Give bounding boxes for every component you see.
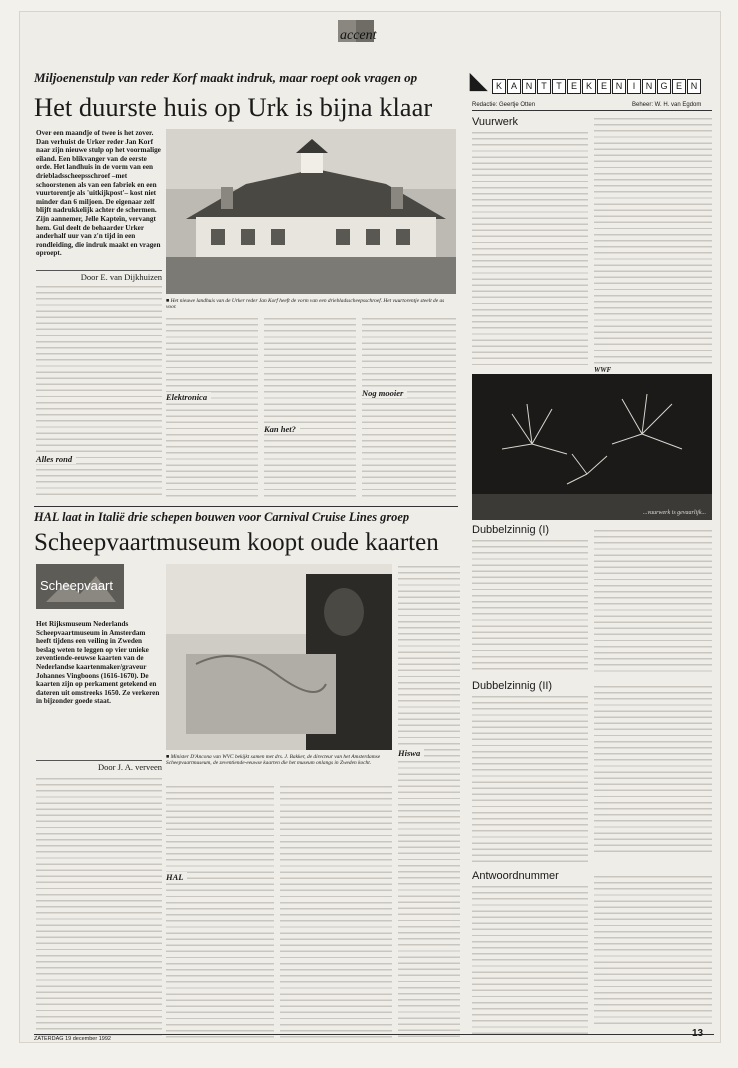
kanttekeningen-title-letter: T [537,79,551,94]
scheepvaart-label-photo [36,564,124,609]
vuurwerk-col2 [594,116,712,366]
vuurwerk-photo [472,374,712,520]
section-title-dubbelzinnig-2: Dubbelzinnig (II) [472,680,553,692]
section-title-dubbelzinnig-1: Dubbelzinnig (I) [472,524,550,536]
subhead-nog-mooier: Nog mooier [362,388,407,398]
article2-col2 [166,784,274,1038]
footer-date: ZATERDAG 19 december 1992 [34,1036,111,1042]
subhead-alles-rond: Alles rond [36,454,76,464]
article1-byline: Door E. van Dijkhuizen [36,270,162,282]
article1-col1 [36,284,162,498]
article2-col4 [398,564,460,1038]
page-number: 13 [692,1028,704,1039]
kanttekeningen-title-letter: G [657,79,671,94]
kanttekeningen-title-letter: N [642,79,656,94]
photo-marker-icon: ■ [166,754,171,760]
kanttekeningen-title-letter: T [552,79,566,94]
footer-rule [34,1034,714,1035]
vuurwerk-col1 [472,130,588,368]
article1-caption-text: Het nieuwe landhuis van de Urker reder Jan Korf heeft de vorm van een driebladsscheepsschroef. Het vuurtorentje steelt de as voor. [166,298,445,311]
antwoordnummer-col2 [594,874,712,1024]
subhead-hal: HAL [166,872,187,882]
dubbelzinnig1-col2 [594,528,712,672]
article1-headline: Het duurste huis op Urk is bijna klaar [34,92,433,122]
kanttekeningen-title-letter: K [492,79,506,94]
kanttekeningen-rule [472,110,712,111]
kanttekeningen-redactie: Redactie: Geertje Otten [472,102,536,108]
landhuis-photo [166,129,456,294]
vuurwerk-photo-caption: ...vuurwerk is gevaarlijk... [643,510,706,516]
article1-col3 [264,316,356,498]
wwf-signature: WWF [594,366,612,374]
kanttekeningen-title [492,76,702,94]
photo-marker-icon: ■ [166,298,171,304]
section-divider [34,506,458,507]
antwoordnummer-col1 [472,884,588,1038]
kanttekeningen-title-letter: A [507,79,521,94]
accent-logo [326,18,388,48]
kanttekeningen-title-letter: N [687,79,701,94]
article2-caption-text: Minister D'Ancona van WVC bekijkt samen met drs. J. Bakker, de directeur van het Amsterdamse Scheepvaartmuseum, de zeventiende-eeuwse kaarten die het museum onlangs in Zweden kocht. [166,754,381,767]
article1-caption [166,298,456,310]
article2-byline: Door J. A. verveen [36,760,162,772]
dubbelzinnig2-col1 [472,694,588,862]
minister-photo [166,564,392,750]
article1-kicker: Miljoenenstulp van reder Korf maakt indruk, maar roept ook vragen op [34,70,418,85]
kanttekeningen-title-letter: K [582,79,596,94]
subhead-kan-het: Kan het? [264,424,300,434]
article2-col3 [280,784,392,1038]
kanttekeningen-title-letter: E [672,79,686,94]
scheepvaart-label: Scheepvaart [40,578,113,593]
kanttekeningen-title-letter: E [597,79,611,94]
article2-kicker: HAL laat in Italië drie schepen bouwen voor Carnival Cruise Lines groep [34,510,410,524]
newspaper-sheet [20,12,720,1042]
kanttekeningen-header [470,68,710,94]
dubbelzinnig1-col1 [472,538,588,672]
article1-col4 [362,316,456,498]
subhead-elektronica: Elektronica [166,392,211,402]
kanttekeningen-icon: ◣ [470,68,487,93]
kanttekeningen-title-letter: I [627,79,641,94]
kanttekeningen-title-letter: N [522,79,536,94]
kanttekeningen-title-letter: N [612,79,626,94]
article1-lead: Over een maandje of twee is het zover. Dan verhuist de Urker reder Jan Korf naar zijn nieuwe stulp op het voormalige eiland. Een blikvanger van de eerste orde. Het landhuis in de vorm van een driebladsscheepsschroef –met schoorstenen als van een fabriek en een vuurtorentje als 'uitkijkpost'– kost niet minder dan 6 miljoen. De eigenaar zelf blijft nadrukkelijk achter de schermen. Zijn aannemer, Jelle Kapteïn, vervangt hem. Gul deelt de behaarder Urker anderhalf uur van z'n tijd in een rondleiding, die indruk maakt en vragen oproept. [36,129,161,258]
article2-lead: Het Rijksmuseum Nederlands Scheepvaartmuseum in Amsterdam heeft tijdens een veiling in Zweden beslag weten te leggen op vier unieke zeventiende-eeuwse kaarten van de Nederlandse kaartenmaker/graveur Johannes Vingboons (1616-1670). De kaarten zijn op perkament getekend en dateren uit omstreeks 1650. Ze verkeren in bijzonder goede staat. [36,620,160,706]
article2-col1 [36,776,162,1038]
logo-text: accent [340,28,377,43]
article2-caption [166,754,392,766]
article1-col2 [166,316,258,498]
subhead-hiswa: Hiswa [398,748,424,758]
kanttekeningen-title-letter: E [567,79,581,94]
kanttekeningen-beheer: Beheer: W. H. van Egdom [632,102,702,108]
dubbelzinnig2-col2 [594,684,712,852]
article2-headline: Scheepvaartmuseum koopt oude kaarten [34,529,439,556]
section-title-vuurwerk: Vuurwerk [472,116,519,128]
section-title-antwoordnummer: Antwoordnummer [472,870,559,882]
